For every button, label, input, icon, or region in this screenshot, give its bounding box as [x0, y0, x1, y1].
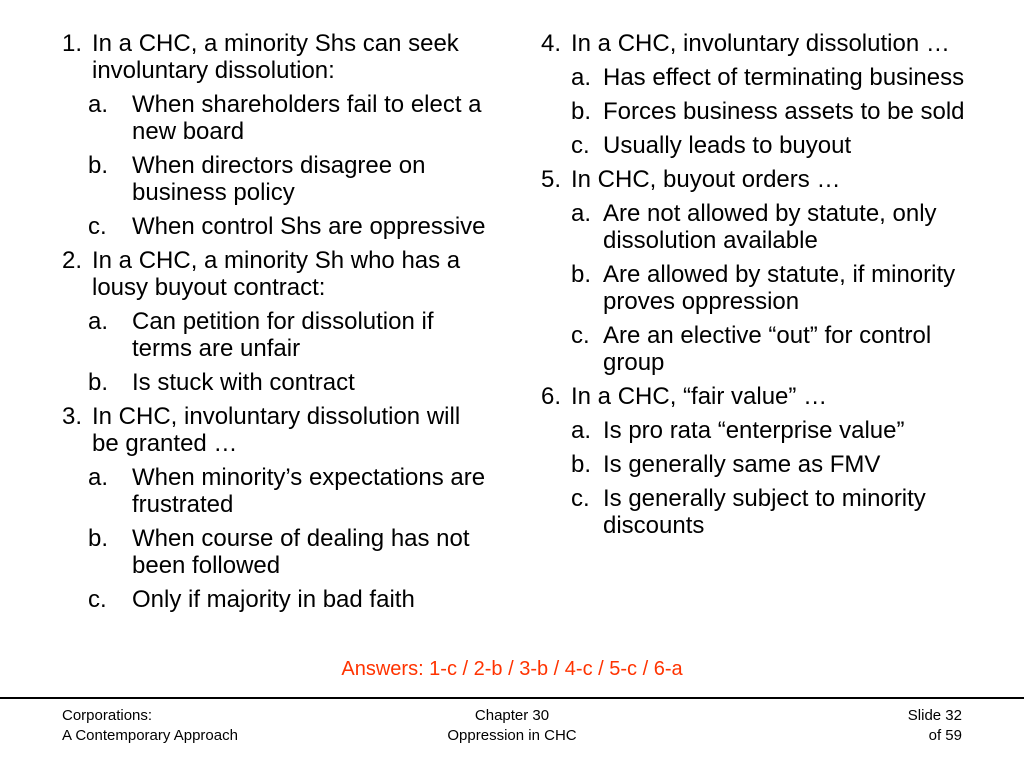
question-number: 1.: [62, 30, 83, 57]
footer-divider: [0, 697, 1024, 699]
option-text: Can petition for dissolution if terms are unfair: [132, 308, 434, 362]
question-text: In a CHC, a minority Sh who has a lousy buyout contract:: [92, 247, 461, 301]
question-3: [62, 403, 492, 457]
option-text: Are allowed by statute, if minority proves oppression: [603, 261, 956, 315]
question-6: [541, 383, 981, 410]
footer-book-title: [62, 706, 238, 746]
option-5c: [541, 322, 981, 376]
footer-center-line1: Chapter 30: [474, 707, 550, 724]
option-text: Is stuck with contract: [132, 369, 355, 396]
footer-slide-number: [908, 706, 962, 746]
question-1: [62, 30, 492, 84]
option-letter: a.: [88, 91, 109, 118]
option-text: When shareholders fail to elect a new board: [132, 91, 482, 145]
question-number: 2.: [62, 247, 83, 274]
option-1b: [62, 152, 492, 206]
footer-right-line2: of 59: [928, 727, 962, 744]
right-column: [541, 30, 981, 546]
option-2b: [62, 369, 492, 396]
footer-left-line2: A Contemporary Approach: [62, 727, 238, 744]
question-number: 3.: [62, 403, 83, 430]
question-number: 6.: [541, 383, 562, 410]
option-letter: a.: [88, 308, 109, 335]
option-letter: c.: [88, 213, 107, 240]
question-text: In a CHC, “fair value” …: [571, 383, 828, 410]
option-5a: [541, 200, 981, 254]
question-number: 5.: [541, 166, 562, 193]
left-column: [62, 30, 492, 620]
option-letter: c.: [571, 322, 590, 349]
footer-left-line1: Corporations:: [62, 707, 153, 724]
answers-line: Answers: 1-c / 2-b / 3-b / 4-c / 5-c / 6-a: [341, 658, 683, 680]
option-1a: [62, 91, 492, 145]
question-text: In CHC, involuntary dissolution will be granted …: [92, 403, 461, 457]
option-5b: [541, 261, 981, 315]
option-letter: a.: [571, 64, 592, 91]
option-3a: [62, 464, 492, 518]
option-3c: [62, 586, 492, 613]
option-letter: a.: [88, 464, 109, 491]
option-4b: [541, 98, 981, 125]
option-6a: [541, 417, 981, 444]
footer-chapter: [362, 706, 662, 746]
option-text: Only if majority in bad faith: [132, 586, 415, 613]
option-letter: b.: [88, 369, 109, 396]
footer-right-line1: Slide 32: [907, 707, 962, 724]
option-letter: c.: [571, 132, 590, 159]
option-2a: [62, 308, 492, 362]
option-letter: b.: [571, 98, 592, 125]
question-number: 4.: [541, 30, 562, 57]
option-6b: [541, 451, 981, 478]
question-5: [541, 166, 981, 193]
option-letter: a.: [571, 200, 592, 227]
option-1c: [62, 213, 492, 240]
option-text: When course of dealing has not been followed: [132, 525, 470, 579]
question-text: In CHC, buyout orders …: [571, 166, 841, 193]
option-text: Is generally subject to minority discounts: [603, 485, 926, 539]
option-text: When control Shs are oppressive: [132, 213, 486, 240]
option-text: Are an elective “out” for control group: [603, 322, 932, 376]
option-6c: [541, 485, 981, 539]
option-3b: [62, 525, 492, 579]
option-letter: b.: [88, 525, 109, 552]
option-letter: b.: [571, 451, 592, 478]
option-letter: a.: [571, 417, 592, 444]
option-4c: [541, 132, 981, 159]
option-text: Is generally same as FMV: [603, 451, 881, 478]
option-letter: c.: [571, 485, 590, 512]
option-text: Forces business assets to be sold: [603, 98, 965, 125]
option-text: When minority’s expectations are frustrated: [132, 464, 486, 518]
question-text: In a CHC, involuntary dissolution …: [571, 30, 950, 57]
option-text: Are not allowed by statute, only dissolution available: [603, 200, 937, 254]
option-4a: [541, 64, 981, 91]
option-text: Has effect of terminating business: [603, 64, 965, 91]
option-text: When directors disagree on business policy: [132, 152, 426, 206]
question-2: [62, 247, 492, 301]
footer-center-line2: Oppression in CHC: [447, 727, 577, 744]
option-letter: b.: [88, 152, 109, 179]
option-text: Is pro rata “enterprise value”: [603, 417, 905, 444]
option-letter: b.: [571, 261, 592, 288]
question-text: In a CHC, a minority Shs can seek involuntary dissolution:: [92, 30, 459, 84]
option-letter: c.: [88, 586, 107, 613]
option-text: Usually leads to buyout: [603, 132, 852, 159]
question-4: [541, 30, 981, 57]
